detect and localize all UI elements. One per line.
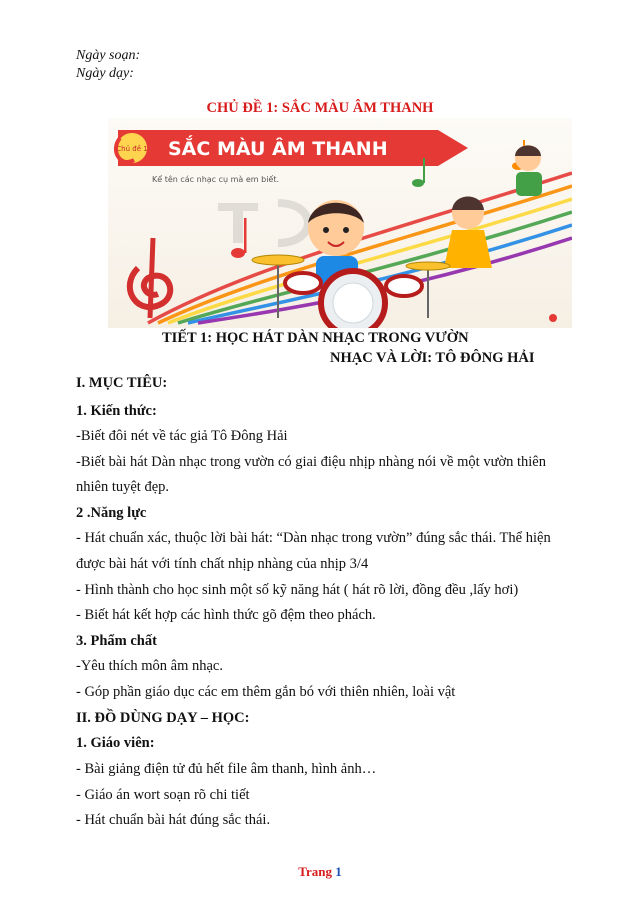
subheading-teacher: 1. Giáo viên:: [76, 735, 155, 751]
subheading-qualities: 3. Phẩm chất: [76, 633, 157, 649]
topic-banner-image: [108, 118, 572, 328]
lesson-title: TIẾT 1: HỌC HÁT DÀN NHẠC TRONG VƯỜN: [162, 330, 469, 346]
lesson-author: NHẠC VÀ LỜI: TÔ ĐÔNG HẢI: [330, 350, 535, 366]
paragraph-line: - Hát chuẩn xác, thuộc lời bài hát: “Dàn nhạc trong vườn” đúng sắc thái. Thể hiện: [76, 530, 551, 546]
page-label: Trang: [298, 864, 332, 879]
paragraph-line: -Biết đôi nét về tác giả Tô Đông Hải: [76, 428, 288, 444]
paragraph-line: - Biết hát kết hợp các hình thức gõ đệm theo phách.: [76, 607, 376, 623]
page-footer: [0, 864, 640, 880]
section-heading-materials: II. ĐỒ DÙNG DẠY – HỌC:: [76, 710, 250, 726]
paragraph-line: - Góp phần giáo dục các em thêm gắn bó với thiên nhiên, loài vật: [76, 684, 456, 700]
subheading-knowledge: 1. Kiến thức:: [76, 403, 157, 419]
banner-badge-text: Chủ đề 1: [116, 145, 148, 153]
subheading-competency: 2 .Năng lực: [76, 505, 147, 521]
paragraph-line: nhiên tuyệt đẹp.: [76, 479, 170, 495]
paragraph-line: - Hát chuẩn bài hát đúng sắc thái.: [76, 812, 271, 828]
banner-title-text: SẮC MÀU ÂM THANH: [168, 138, 388, 160]
paragraph-line: được bài hát với tính chất nhịp nhàng của nhịp 3/4: [76, 556, 369, 572]
decorative-dot: [549, 314, 557, 322]
paragraph-line: -Biết bài hát Dàn nhạc trong vườn có giai điệu nhịp nhàng nói về một vườn thiên: [76, 454, 546, 470]
section-heading-objectives: I. MỤC TIÊU:: [76, 375, 168, 391]
page-number: 1: [335, 864, 342, 879]
paragraph-line: -Yêu thích môn âm nhạc.: [76, 658, 223, 674]
teach-date-label: Ngày dạy:: [76, 66, 134, 81]
paragraph-line: - Bài giảng điện tử đủ hết file âm thanh, hình ảnh…: [76, 761, 377, 777]
paragraph-line: - Giáo án wort soạn rõ chi tiết: [76, 787, 250, 803]
paragraph-line: - Hình thành cho học sinh một số kỹ năng hát ( hát rõ lời, đồng đều ,lấy hơi): [76, 582, 519, 598]
banner-subtitle-text: Kể tên các nhạc cụ mà em biết.: [152, 175, 280, 184]
prep-date-label: Ngày soạn:: [76, 48, 141, 63]
topic-title: CHỦ ĐỀ 1: SẮC MÀU ÂM THANH: [206, 100, 434, 116]
banner-illustration: [108, 118, 572, 328]
